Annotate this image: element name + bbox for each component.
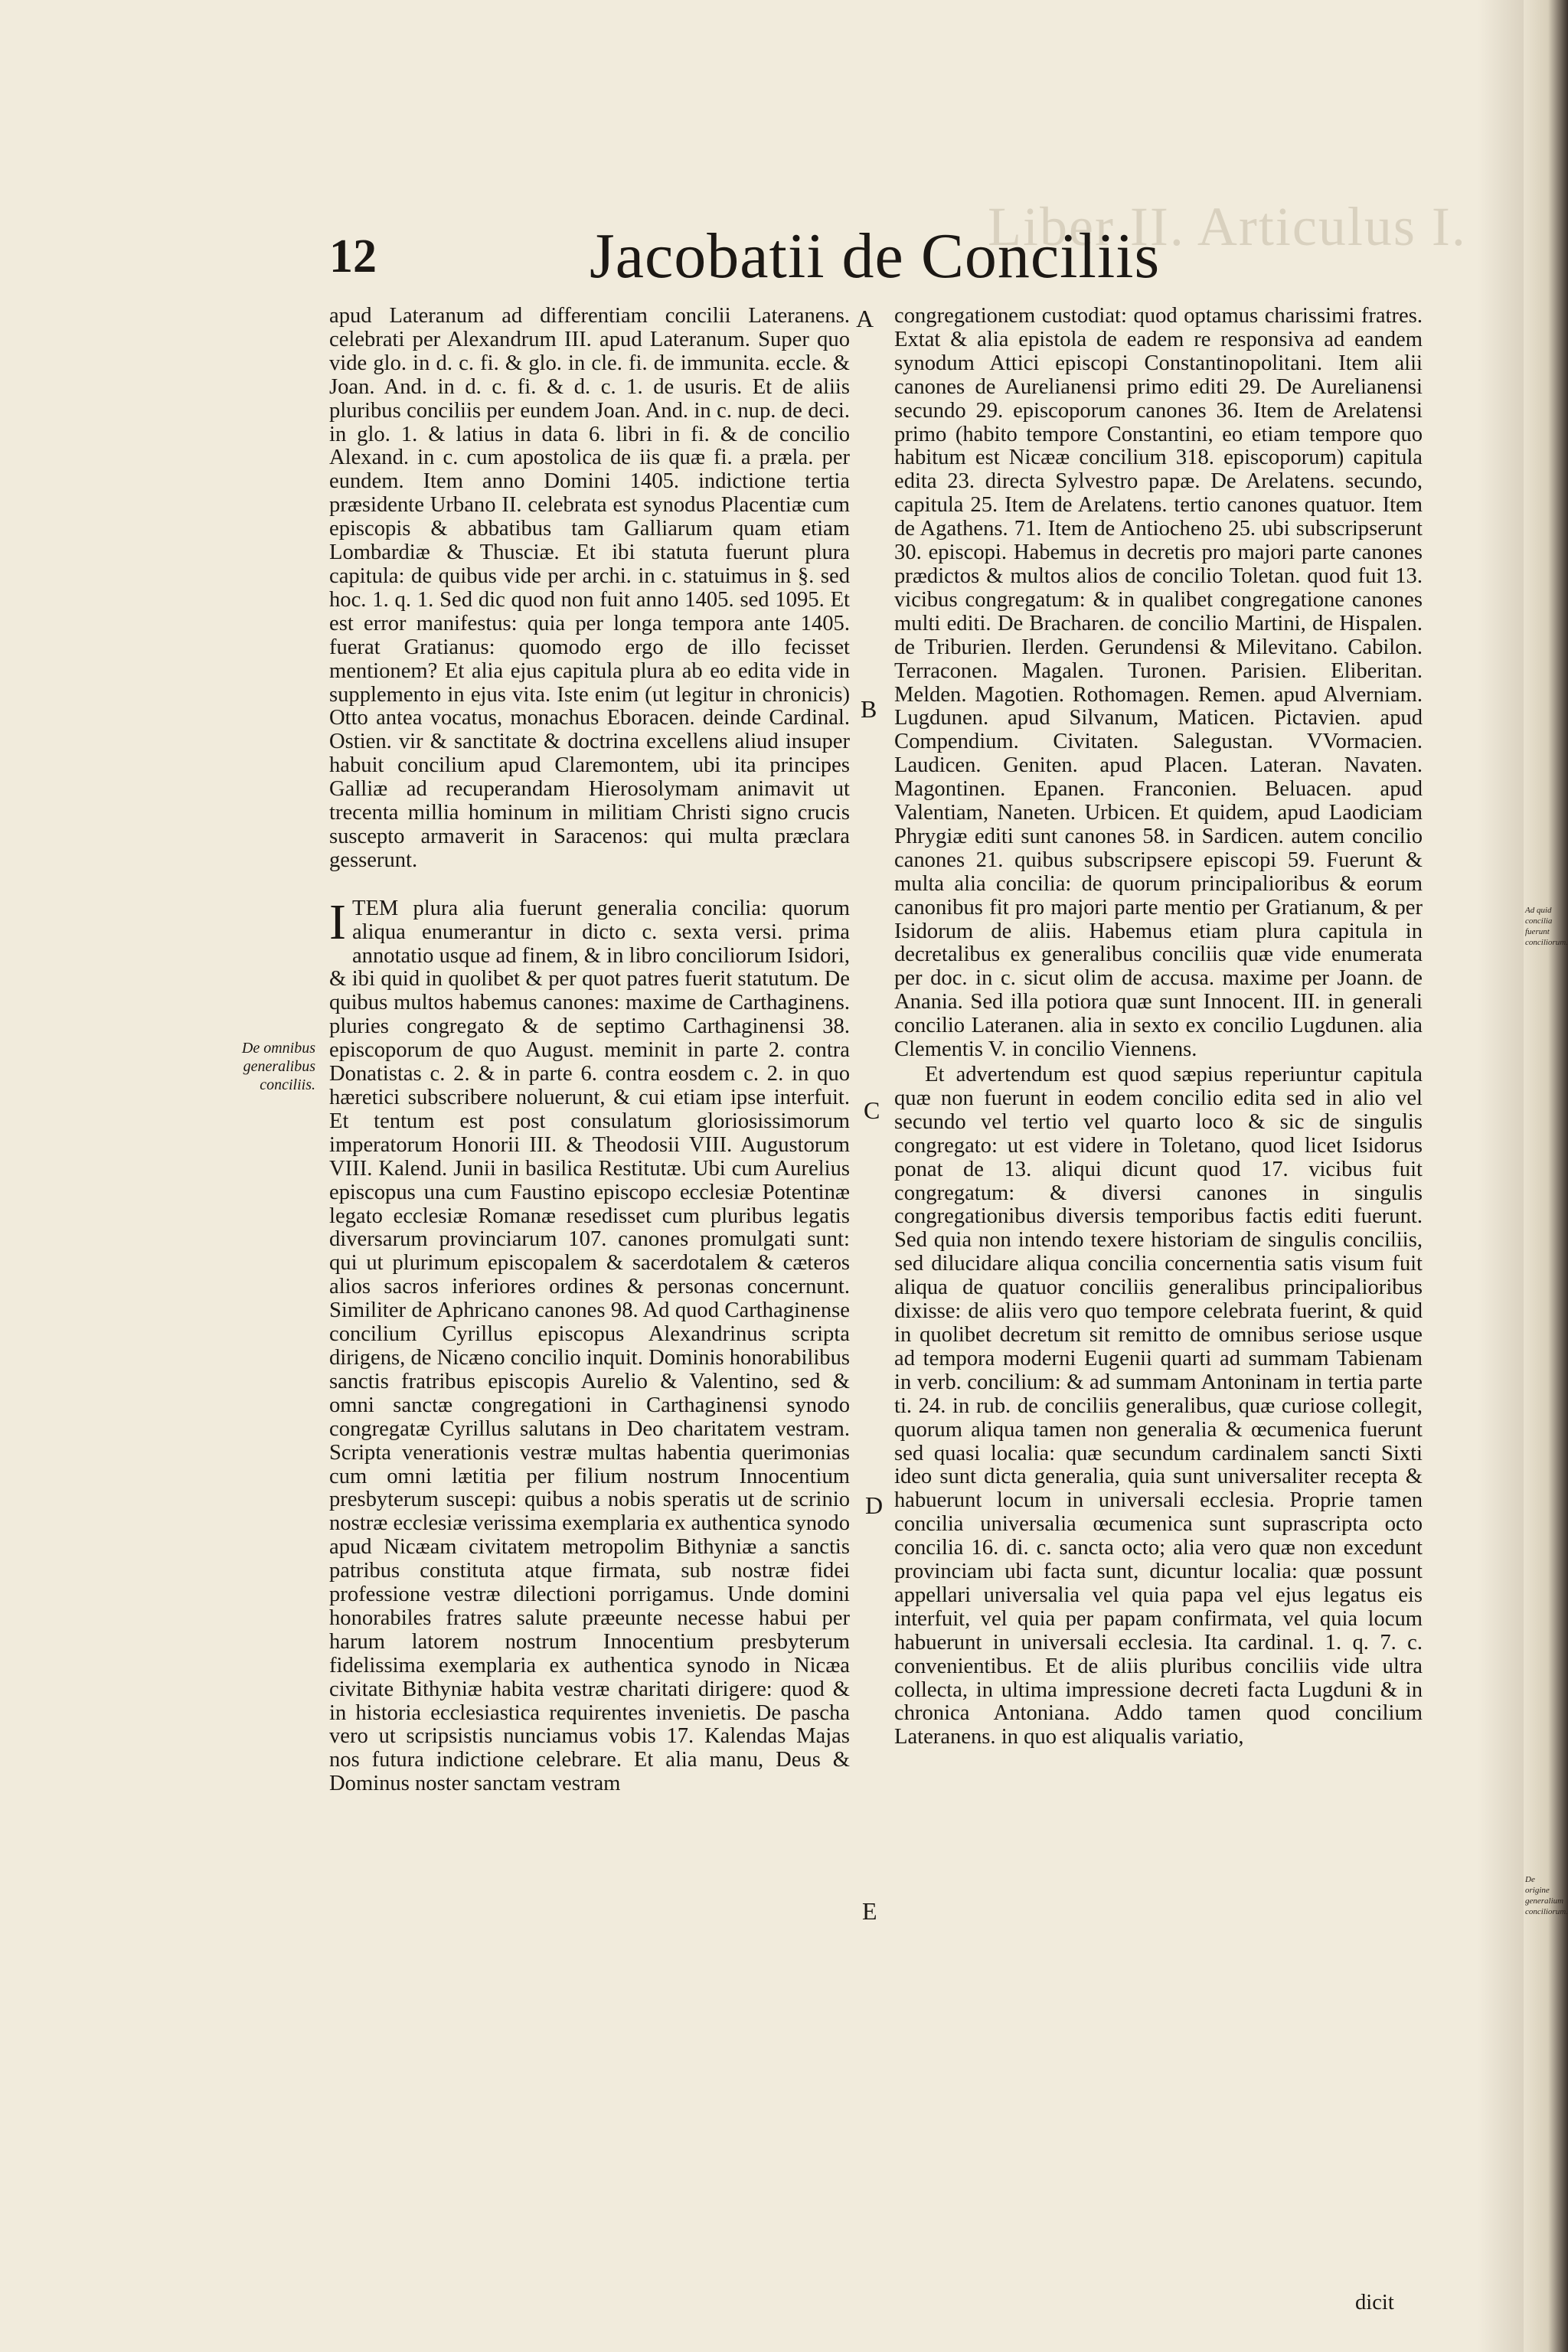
facing-page-edge	[1524, 0, 1568, 2352]
section-letter-a: A	[856, 305, 874, 332]
left-margin-note: De omnibus generalibus conciliis.	[241, 1040, 315, 1093]
left-paragraph-2-text: TEM plura alia fuerunt generalia concilia: quorum aliqua enumerantur in dicto c. sexta versi. prima annotatio usque ad finem, & in libro conciliorum Isidori, & ibi quid in quolibet & per quot patres fuerit statutum. De quibus multos habemus canones: maxime de Carthaginens. pluries congregato & de septimo Carthaginensi 38. episcoporum de quo August. meminit in parte 2. contra Donatistas c. 2. & in parte 6. contra eosdem c. 2. in quo hæretici subscribere noluerunt, & cui etiam ipse interfuit. Et tentum est post consulatum gloriosissimorum imperatorum Honorii III. & Theodosii VIII. Augustorum VIII. Kalend. Junii in basilica Restitutæ. Ubi cum Aurelius episcopus una cum Faustino episcopo ecclesiæ Potentinæ legato ecclesiæ Romanæ resedisset cum pluribus legatis diversarum provinciarum 107. canones promulgati sunt: qui ut plurimum episcopalem & sacerdotalem & cæteros alios sacros inferiores ordines & personas concernunt. Similiter de Aphricano canones 98. Ad quod Carthaginense concilium Cyrillus episcopus Alexandrinus scripta dirigens, de Nicæno concilio inquit. Dominis honorabilibus sanctis fratribus episcopis Aurelio & Valentino, sed & omni sanctæ congregationi in Carthaginensi synodo congregatæ Cyrillus salutans in Deo charitatem vestram. Scripta venerationis vestræ multas habentia querimonias cum omni lætitia per filium nostrum Innocentium presbyterum suscepi: quibus a nobis speratis ut de scrinio nostræ ecclesiæ verissima exemplaria ex authentica synodo apud Nicæam civitatem metropolim Bithyniæ a sanctis patribus constituta atque firmata, sub nostræ fidei professione vestræ dilectioni porrigamus. Unde domini honorabiles fratres salute præeunte necesse habui per harum latorem nostrum Innocentium presbyterum fidelissima exemplaria ex authentica synodo in Nicæa civitate Bithyniæ habita vestræ charitati dirigere: quod & in historia ecclesiastica requirentes invenietis. De pascha vero ut scripsistis nunciamus vobis 17. Kalendas Majas nos futura indictione celebrare. Et alia manu, Deus & Dominus noster sanctam vestram	[329, 896, 850, 1796]
drop-cap-initial: I	[329, 893, 346, 950]
section-letter-e: E	[862, 1897, 877, 1925]
left-paragraph-1: apud Lateranum ad differentiam concilii Lateranens. celebrati per Alexandrum III. apud Lateranum. Super quo vide glo. in d. c. fi. & glo. in cle. fi. de immunita. eccle. & Joan. And. in d. c. fi. & d. c. 1. de usuris. Et de aliis pluribus conciliis per eundem Joan. And. in c. nup. de deci. in glo. 1. & latius in data 6. libri in fi. & de concilio Alexand. in c. cum apostolica de iis quæ fi. a præla. per eundem. Item anno Domini 1405. indictione tertia præsidente Urbano II. celebrata est synodus Placentiæ cum episcopis & abbatibus tam Galliarum quam etiam Lombardiæ & Thusciæ. Et ibi statuta fuerunt plura capitula: de quibus vide per archi. in c. statuimus in §. sed hoc. 1. q. 1. Sed dic quod non fuit anno 1405. sed 1095. Et est error manifestus: quia per longa tempora ante 1405. fuerat Gratianus: quomodo ergo de illo fecisset mentionem? Et alia ejus capitula plura ab eo edita vide in supplemento in ejus vita. Iste enim (ut legitur in chronicis) Otto antea vocatus, monachus Eboracen. deinde Cardinal. Ostien. vir & sanctitate & doctrina excellens aliud insuper habuit concilium apud Claremontem, ubi ita principes Galliæ ad recuperandam Hierosolymam animavit ut trecenta millia hominum in militiam Christi signo crucis suscepto armaverit in Saracenos: qui multa præclara gesserunt.	[329, 304, 850, 872]
section-letter-b: B	[861, 695, 877, 723]
right-paragraph-1: congregationem custodiat: quod optamus charissimi fratres. Extat & alia epistola de eadem re responsiva ad eandem synodum Attici episcopi Constantinopolitani. Item alii canones de Aurelianensi primo editi 29. De Aurelianensi secundo 29. episcoporum canones 36. Item de Arelatensi primo (habito tempore Constantini, eo etiam tempore quo habitum est Nicææ concilium 318. episcoporum) capitula edita 23. directa Sylvestro papæ. De Arelatens. secundo, capitula 25. Item de Arelatens. tertio canones quatuor. Item de Agathens. 71. Item de Antiocheno 25. ubi subscripserunt 30. episcopi. Habemus in decretis pro majori parte canones prædictos & multos alios de concilio Toletan. quod fuit 13. vicibus congregatum: & in qualibet congregatione canones multi editi. De Bracharen. de concilio Martini, de Hispalen. de Triburien. Ilerden. Gerundensi & Milevitano. Cabilon. Terraconen. Magalen. Turonen. Parisien. Eliberitan. Melden. Magotien. Rothomagen. Remen. apud Alverniam. Lugdunen. apud Silvanum, Maticen. Pictavien. apud Compendium. Civitaten. Salegustan. VVormacien. Laudicen. Geniten. apud Placen. Lateran. Navaten. Magontinen. Epanen. Franconien. Beluacen. apud Valentiam, Naneten. Urbicen. Et quidem, apud Laodiciam Phrygiæ editi sunt canones 58. in Sardicen. autem concilio canones 21. quibus subscripsere episcopi 59. Fuerunt & multa alia concilia: de quorum principalioribus & eorum canonibus fit pro majori parte mentio per Gratianum, & per Isidorum de aliis. Habemus etiam plura capitula in decretalibus ex generalibus conciliis quæ vide enumerata per doc. in c. sicut olim de accusa. maxime per Joann. de Anania. Sed illa potiora quæ sunt Innocent. III. in generali concilio Lateranen. alia in sexto ex concilio Lugdunen. alia Clementis V. in concilio Viennens.	[894, 304, 1423, 1062]
bleed-through-text: Liber II. Articulus I.	[988, 196, 1467, 257]
page-number: 12	[329, 230, 377, 283]
section-letter-d: D	[865, 1491, 884, 1519]
left-column	[329, 305, 850, 1796]
section-letter-c: C	[864, 1096, 880, 1124]
right-margin-note-top: Ad quid concilia fuerunt conciliorum.	[1525, 906, 1568, 947]
left-paragraph-2	[329, 893, 850, 1796]
right-margin-note-bottom: De origine generalium conciliorum.	[1525, 1875, 1568, 1916]
right-column	[894, 305, 1423, 1749]
running-title: Jacobatii de Conciliis	[590, 220, 1161, 292]
right-paragraph-2: Et advertendum est quod sæpius reperiuntur capitula quæ non fuerunt in eodem concilio edita sed in alio vel secundo vel tertio vel quarto loco & sic de singulis congregato: ut est videre in Toletano, quod licet Isidorus ponat de 13. aliqui dicunt quod 17. vicibus fuit congregatum: & diversi canones in singulis congregationibus diversis temporibus factis editi fuerunt. Sed quia non intendo texere historiam de singulis conciliis, sed dilucidare aliqua concilia concernentia satis visum fuit aliqua de quatuor conciliis generalibus principalioribus dixisse: de aliis vero quo tempore celebrata fuerint, & quid in quolibet decretum sit remitto de omnibus seriose usque ad tempora moderni Eugenii quarti ad summam Tabienam in verb. concilium: & ad summam Antoninam in tertia parte ti. 24. in rub. de conciliis generalibus, quæ curiose collegit, quorum aliqua tamen non generalia & œcumenica fuerunt sed quasi localia: quæ secundum cardinalem sancti Sixti ideo sunt dicta generalia, quia sunt universaliter recepta & habuerunt locum in universali ecclesia. Proprie tamen concilia universalia œcumenica sunt suprascripta octo concilia 16. di. c. sancta octo; alia vero quæ non excedunt provinciam ubi facta sunt, dicuntur localia: quæ possunt appellari universalia vel quia papa vel ejus legatus eis interfuit, vel quia per papam confirmata, vel quia locum habuerunt in universali ecclesia. Ita cardinal. 1. q. 7. c. convenientibus. Et de aliis pluribus conciliis vide ultra collecta, in ultima impressione decreti facta Lugduni & in chronica Antoniana. Addo tamen quod concilium Lateranens. in quo est aliqualis variatio,	[894, 1063, 1423, 1749]
catchword: dicit	[1355, 2291, 1394, 2314]
